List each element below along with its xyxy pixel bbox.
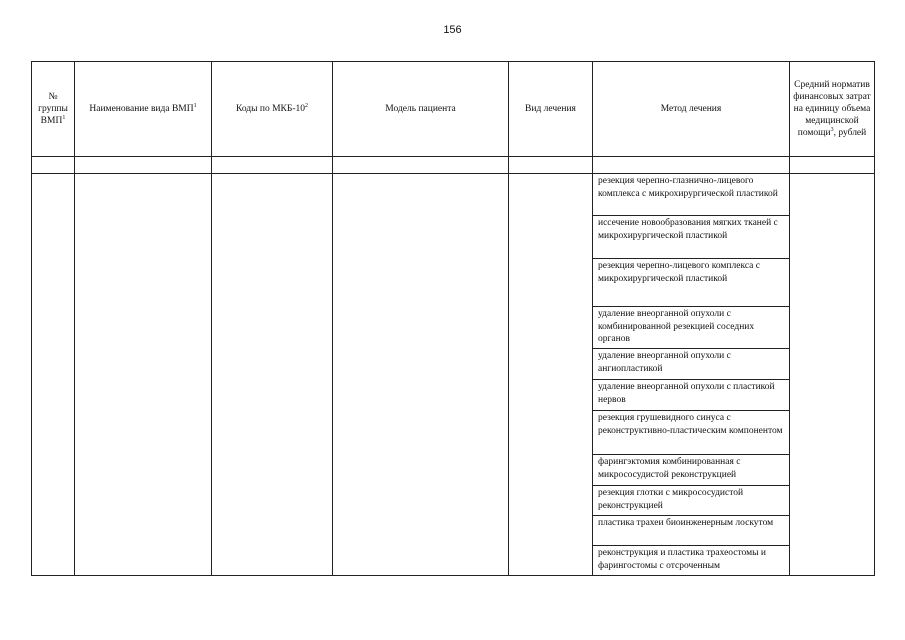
method-item: иссечение новообразования мягких тканей с микрохирургической пластикой bbox=[593, 215, 789, 258]
header-treatment-method: Метод лечения bbox=[593, 62, 790, 157]
table-body-row bbox=[32, 174, 875, 576]
method-item: удаление внеорганной опухоли с пластикой нервов bbox=[593, 379, 789, 410]
table-spacer-row bbox=[32, 157, 875, 174]
method-list bbox=[593, 174, 789, 575]
spacer-cell bbox=[333, 157, 509, 174]
method-item: удаление внеорганной опухоли с ангиопластикой bbox=[593, 348, 789, 379]
spacer-cell bbox=[75, 157, 212, 174]
method-item: удаление внеорганной опухоли с комбинированной резекцией соседних органов bbox=[593, 306, 789, 348]
header-patient-model: Модель пациента bbox=[333, 62, 509, 157]
method-item: резекция черепно-глазнично-лицевого комплекса с микрохирургической пластикой bbox=[598, 176, 778, 199]
body-cell-methods bbox=[593, 174, 790, 576]
method-item: фарингэктомия комбинированная с микрососудистой реконструкцией bbox=[593, 454, 789, 485]
spacer-cell bbox=[212, 157, 333, 174]
body-cell-treatment-type bbox=[509, 174, 593, 576]
spacer-cell bbox=[32, 157, 75, 174]
method-item: реконструкция и пластика трахеостомы и фарингостомы с отсроченным bbox=[593, 545, 789, 575]
method-item: резекция черепно-лицевого комплекса с микрохирургической пластикой bbox=[593, 258, 789, 306]
page-number: 156 bbox=[443, 24, 462, 36]
spacer-cell bbox=[593, 157, 790, 174]
table-header-row bbox=[32, 62, 875, 157]
header-treatment-type: Вид лечения bbox=[509, 62, 593, 157]
method-item: резекция глотки с микрососудистой реконструкцией bbox=[593, 485, 789, 515]
body-cell-group-number bbox=[32, 174, 75, 576]
vmp-table bbox=[31, 61, 875, 576]
body-cell-patient-model bbox=[333, 174, 509, 576]
method-item: резекция грушевидного синуса с реконструктивно-пластическим компонентом bbox=[593, 410, 789, 454]
body-cell-vmp-name bbox=[75, 174, 212, 576]
body-cell-icd-codes bbox=[212, 174, 333, 576]
method-item: пластика трахеи биоинженерным лоскутом bbox=[593, 515, 789, 545]
spacer-cell bbox=[509, 157, 593, 174]
header-group-number: № группы ВМП$^1$ bbox=[32, 62, 75, 157]
header-icd-codes: Коды по МКБ-$10^2$ bbox=[212, 62, 333, 157]
header-average-cost: Средний норматив финансовых затрат на единицу объема медицинской помощи$^3$, рублей bbox=[790, 62, 875, 157]
header-vmp-name: Наименование вида ВМП$^1$ bbox=[75, 62, 212, 157]
body-cell-average-cost bbox=[790, 174, 875, 576]
spacer-cell bbox=[790, 157, 875, 174]
